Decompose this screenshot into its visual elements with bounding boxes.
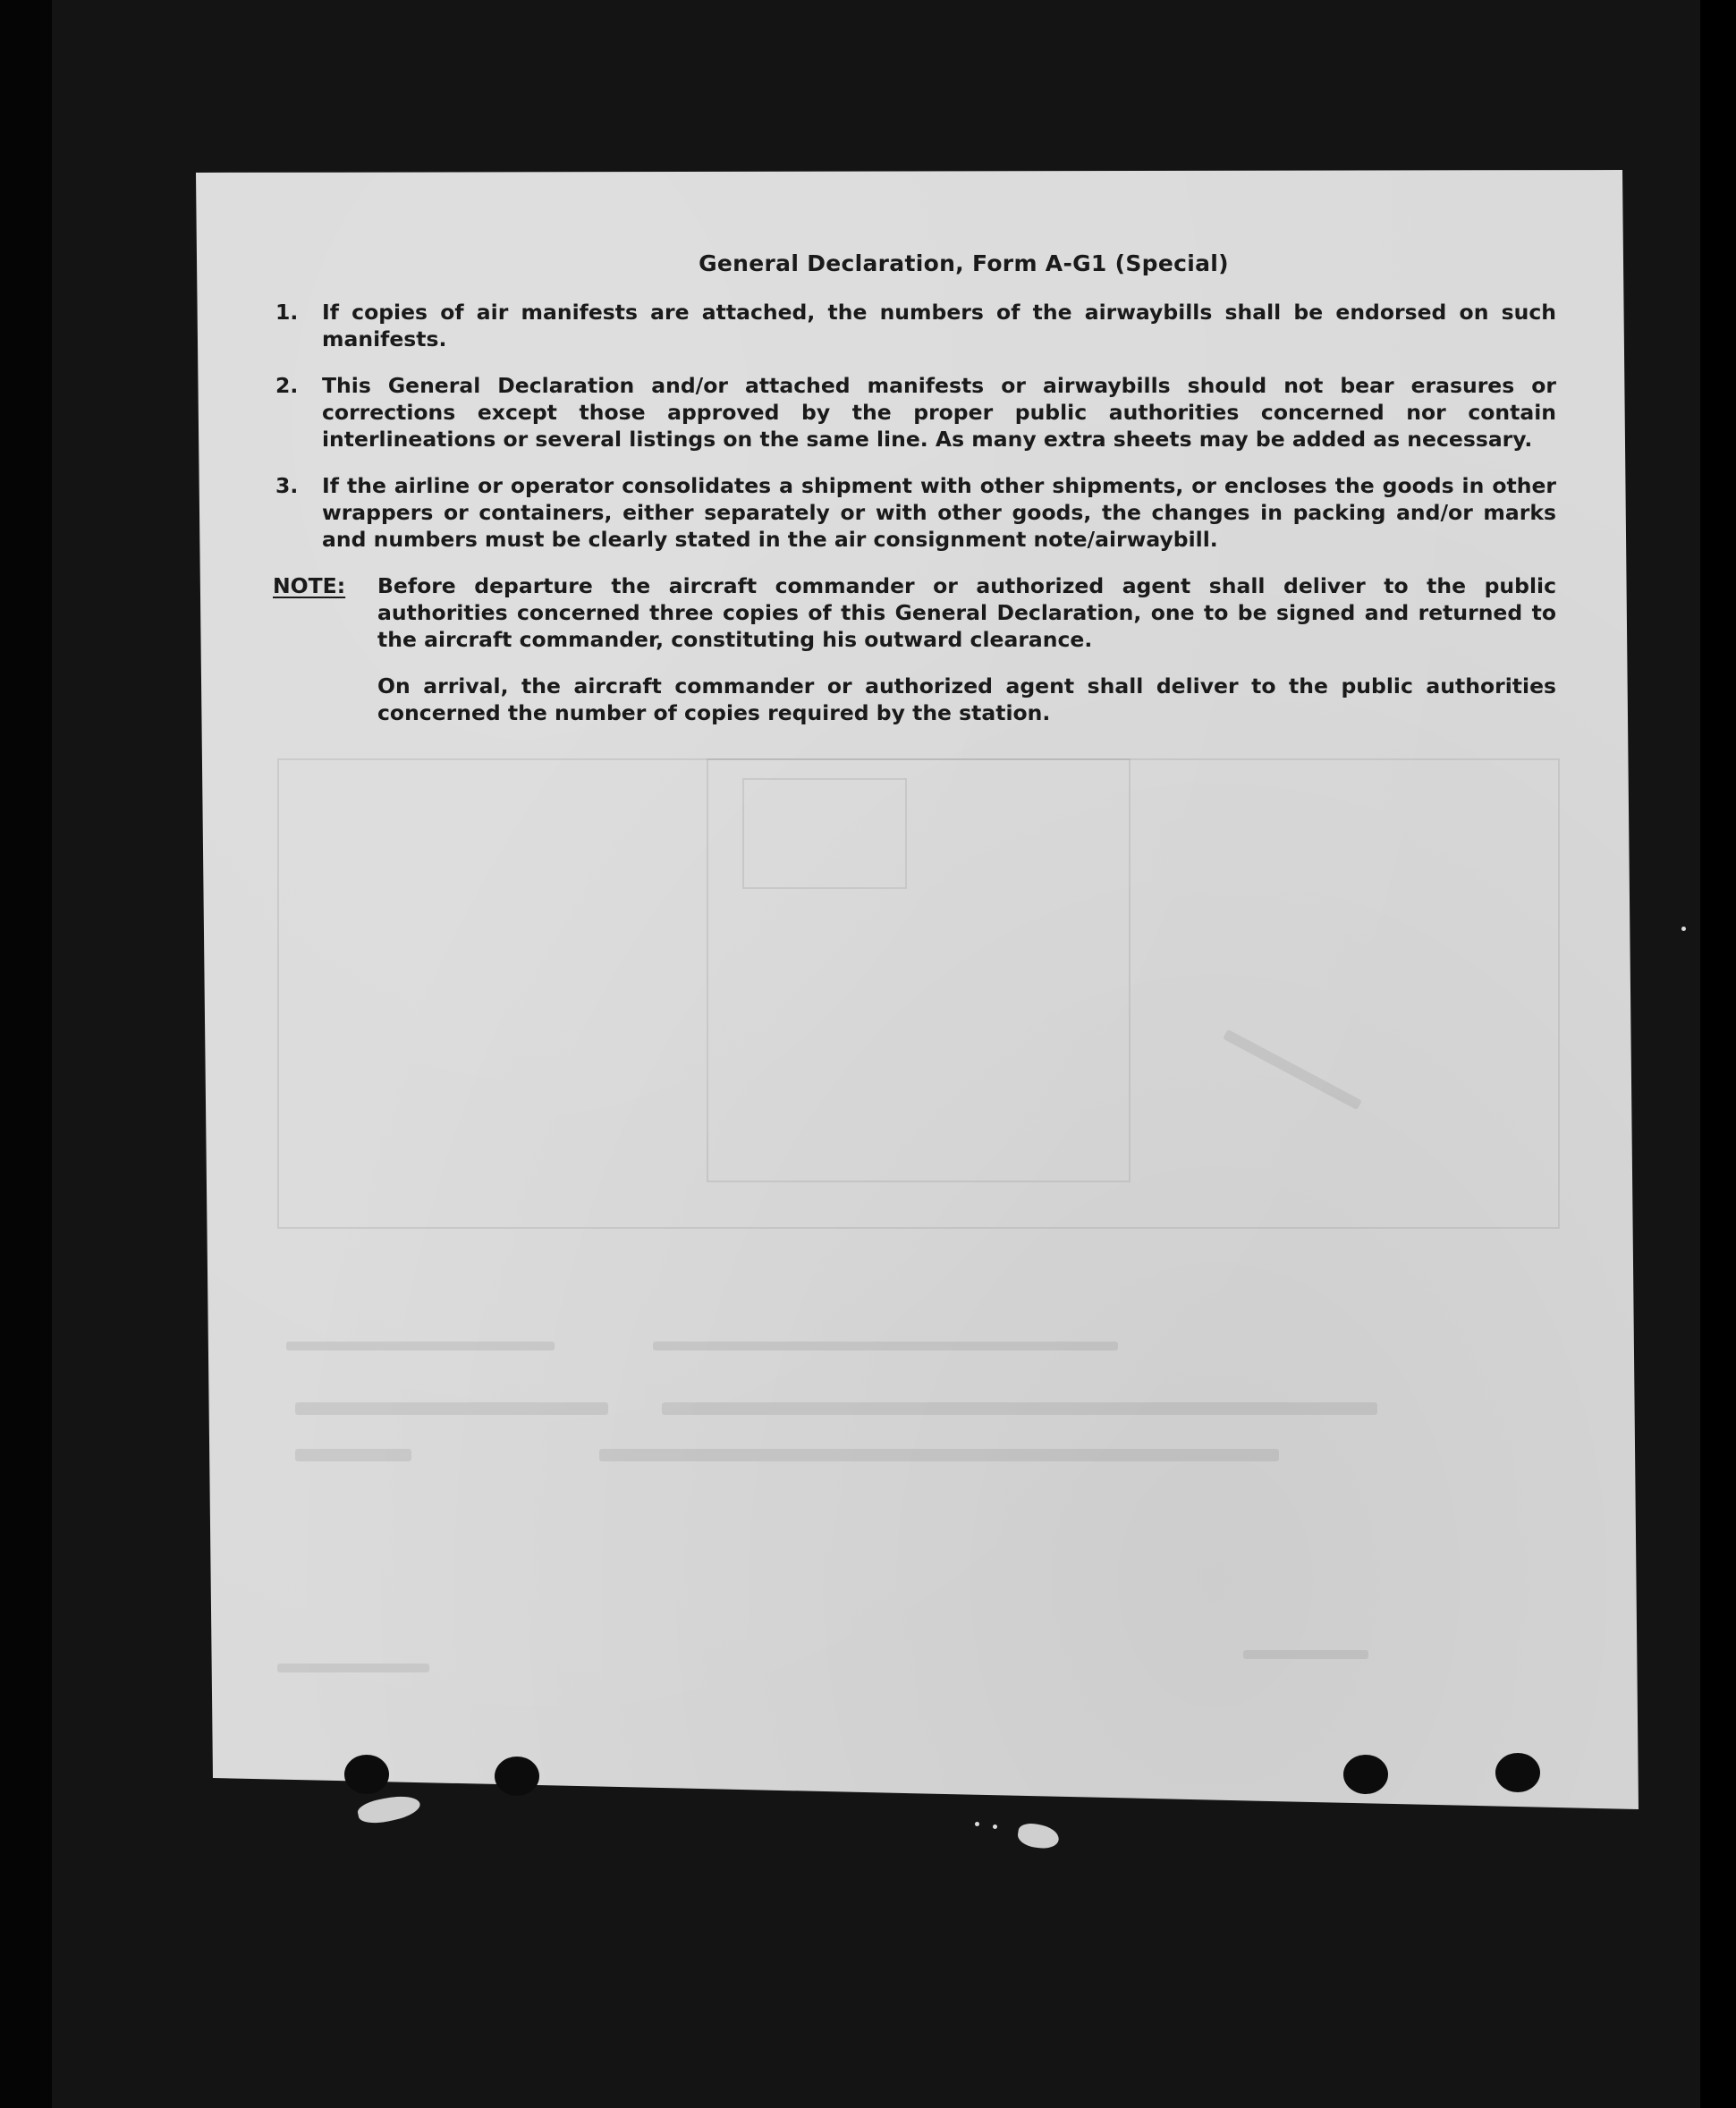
- note-paragraph-2: On arrival, the aircraft commander or authorized agent shall deliver to the public authorities concerned the number of copies required by the station.: [377, 673, 1556, 725]
- declaration-instructions: [273, 250, 1556, 746]
- item-number: 1.: [275, 300, 299, 325]
- page-title: General Declaration, Form A-G1 (Special): [699, 250, 1229, 276]
- paper-speck: [1681, 927, 1686, 931]
- note-paragraph-1: Before departure the aircraft commander or authorized agent shall deliver to the public authorities concerned three copies of this General Declaration, one to be signed and returned to the aircraft commander, constituting his outward clearance.: [377, 573, 1556, 652]
- note-body: [377, 572, 1556, 746]
- punch-hole-1: [344, 1755, 389, 1794]
- note-label: NOTE:: [273, 573, 346, 598]
- note-section: [273, 572, 1556, 746]
- instruction-item-3: [273, 472, 1556, 553]
- punch-hole-3: [1343, 1755, 1388, 1794]
- paper-speck: [993, 1824, 997, 1829]
- item-text: If copies of air manifests are attached, the numbers of the airwaybills shall be endorsed on such manifests.: [322, 300, 1556, 351]
- instruction-item-2: [273, 372, 1556, 453]
- item-number: 3.: [275, 473, 299, 498]
- item-text: This General Declaration and/or attached manifests or airwaybills should not bear erasures or corrections except those approved by the proper public authorities concerned nor contain interlineations or several listings on the same line. As many extra sheets may be added as necessary.: [322, 373, 1556, 452]
- item-number: 2.: [275, 373, 299, 398]
- paper-speck: [975, 1822, 979, 1826]
- punch-hole-4: [1495, 1753, 1540, 1792]
- instruction-item-1: [273, 299, 1556, 352]
- punch-hole-2: [495, 1757, 539, 1796]
- item-text: If the airline or operator consolidates a shipment with other shipments, or encloses the goods in other wrappers or containers, either separately or with other goods, the changes in packing and/or marks and numbers must be clearly stated in the air consignment note/airwaybill.: [322, 473, 1556, 552]
